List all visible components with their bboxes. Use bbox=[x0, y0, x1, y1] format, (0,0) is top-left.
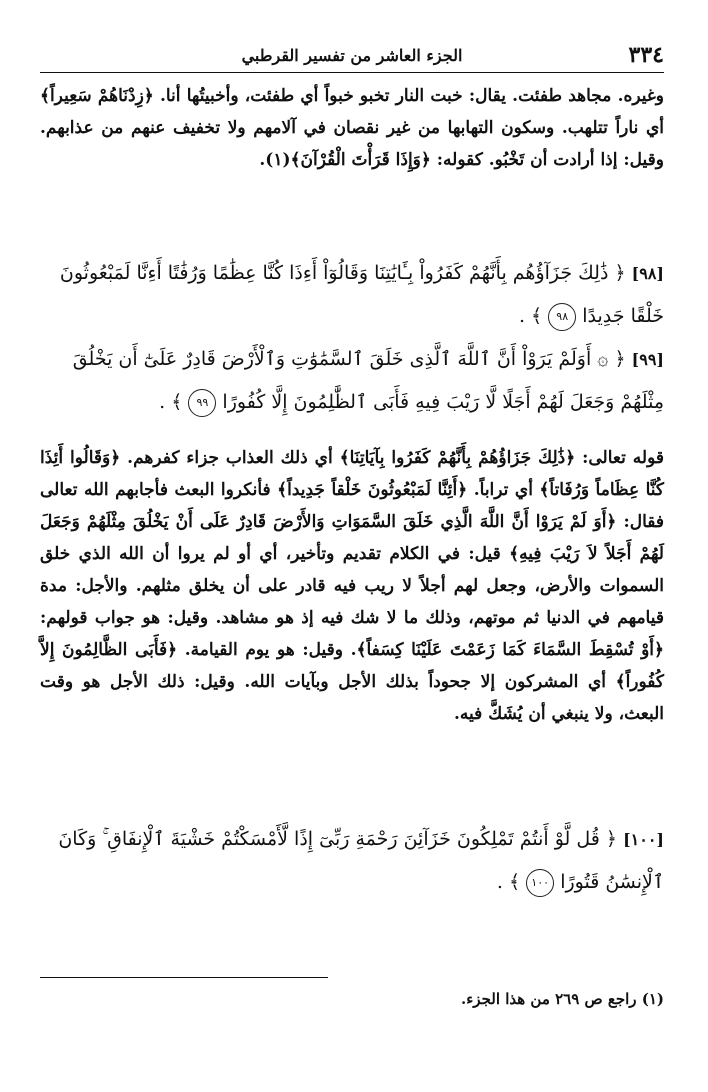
footnote: (١) راجع ص ٢٦٩ من هذا الجزء. bbox=[461, 990, 664, 1008]
ayah-marker: ١٠٠ bbox=[526, 869, 554, 897]
verse-end: ﴾ . bbox=[518, 305, 543, 327]
footnote-rule bbox=[40, 977, 328, 978]
verse-100 bbox=[40, 818, 664, 903]
commentary-paragraph-1: وغيره. مجاهد طفئت. يقال: خبت النار تخبو خبواً أي طفئت، وأخبيتُها أنا. ﴿زِدْنَاهُمْ سَعِيراً﴾ أي ناراً تتلهب. وسكون التهابها من غير نقصان في آلامهم ولا تخفيف عنهم من عذابهم. وقيل: إذا أرادت أن تَخْبُو. كقوله: ﴿وَإِذَا قَرَأْتَ الْقُرْآنَ﴾(١). bbox=[40, 86, 664, 170]
page-header bbox=[40, 40, 664, 70]
verse-text: ﴿ قُل لَّوْ أَنتُمْ تَمْلِكُونَ خَزَآئِنَ رَحْمَةِ رَبِّىٓ إِذًا لَّأَمْسَكْتُمْ خَشْيَةَ ٱلْإِنفَاقِ ۚ وَكَانَ ٱلْإِنسَٰنُ قَتُورًا bbox=[58, 828, 664, 893]
verse-end: ﴾ . bbox=[159, 391, 183, 413]
verse-number: [٩٩] bbox=[631, 350, 664, 369]
verse-number: [٩٨] bbox=[631, 264, 664, 283]
verse-98 bbox=[40, 252, 664, 337]
verse-end: ﴾ . bbox=[496, 871, 521, 893]
running-title: الجزء العاشر من تفسير القرطبي bbox=[241, 46, 463, 65]
verse-text: ﴿ ذَٰلِكَ جَزَآؤُهُم بِأَنَّهُمْ كَفَرُواْ بِـَٔايَٰتِنَا وَقَالُوٓاْ أَءِذَا كُنَّا عِظَٰمًا وَرُفَٰتًا أَءِنَّا لَمَبْعُوثُونَ خَلْقًا جَدِيدًا bbox=[59, 262, 664, 327]
ayah-marker: ٩٨ bbox=[548, 303, 576, 331]
verse-number: [١٠٠] bbox=[623, 830, 664, 849]
commentary-paragraph-2: قوله تعالى: ﴿ذَٰلِكَ جَزَاؤُهُمْ بِأَنَّهُمْ كَفَرُوا بِآيَاتِنَا﴾ أي ذلك العذاب جزاء كفرهم. ﴿وَقَالُوا أَئِذَا كُنَّا عِظَاماً وَرُفَاتاً﴾ أي تراباً. ﴿أَئِنَّا لَمَبْعُوثُونَ خَلْقاً جَدِيداً﴾ فأنكروا البعث فأجابهم الله تعالى فقال: ﴿أَوَ لَمْ يَرَوْا أَنَّ اللَّهَ الَّذِي خَلَقَ السَّمَوَاتِ وَالأَرْضَ قَادِرٌ عَلَى أَنْ يَخْلُقَ مِثْلَهُمْ وَجَعَلَ لَهُمْ أَجَلاً لاَ رَيْبَ فِيهِ﴾ قيل: في الكلام تقديم وتأخير، أي أو لم يروا أن الله الذي خلق السموات والأرض، وجعل لهم أجلاً لا ريب فيه قادر على أن يخلق مثلهم. والأجل: مدة قيامهم في الدنيا ثم موتهم، وذلك ما لا شك فيه إذ هو مشاهد. وقيل: هو جواب قولهم: ﴿أَوْ تُسْقِطَ السَّمَاءَ كَمَا زَعَمْتَ عَلَيْنَا كِسَفاً﴾. وقيل: هو يوم القيامة. ﴿فَأَبَى الظَّالِمُونَ إِلاَّ كُفُوراً﴾ أي المشركون إلا جحوداً بذلك الأجل وبآيات الله. وقيل: ذلك الأجل هو وقت البعث، ولا ينبغي أن يُشَكَّ فيه. bbox=[40, 448, 664, 724]
page-number: ٣٣٤ bbox=[628, 42, 664, 68]
ayah-marker: ٩٩ bbox=[188, 389, 216, 417]
header-rule bbox=[40, 72, 664, 73]
verse-text: ﴿ ۞ أَوَلَمْ يَرَوْاْ أَنَّ ٱللَّهَ ٱلَّذِى خَلَقَ ٱلسَّمَٰوَٰتِ وَٱلْأَرْضَ قَادِرٌ عَلَىٰٓ أَن يَخْلُقَ مِثْلَهُمْ وَجَعَلَ لَهُمْ أَجَلًا لَّا رَيْبَ فِيهِ فَأَبَى ٱلظَّٰلِمُونَ إِلَّا كُفُورًا bbox=[72, 348, 664, 413]
verse-99 bbox=[40, 338, 664, 423]
